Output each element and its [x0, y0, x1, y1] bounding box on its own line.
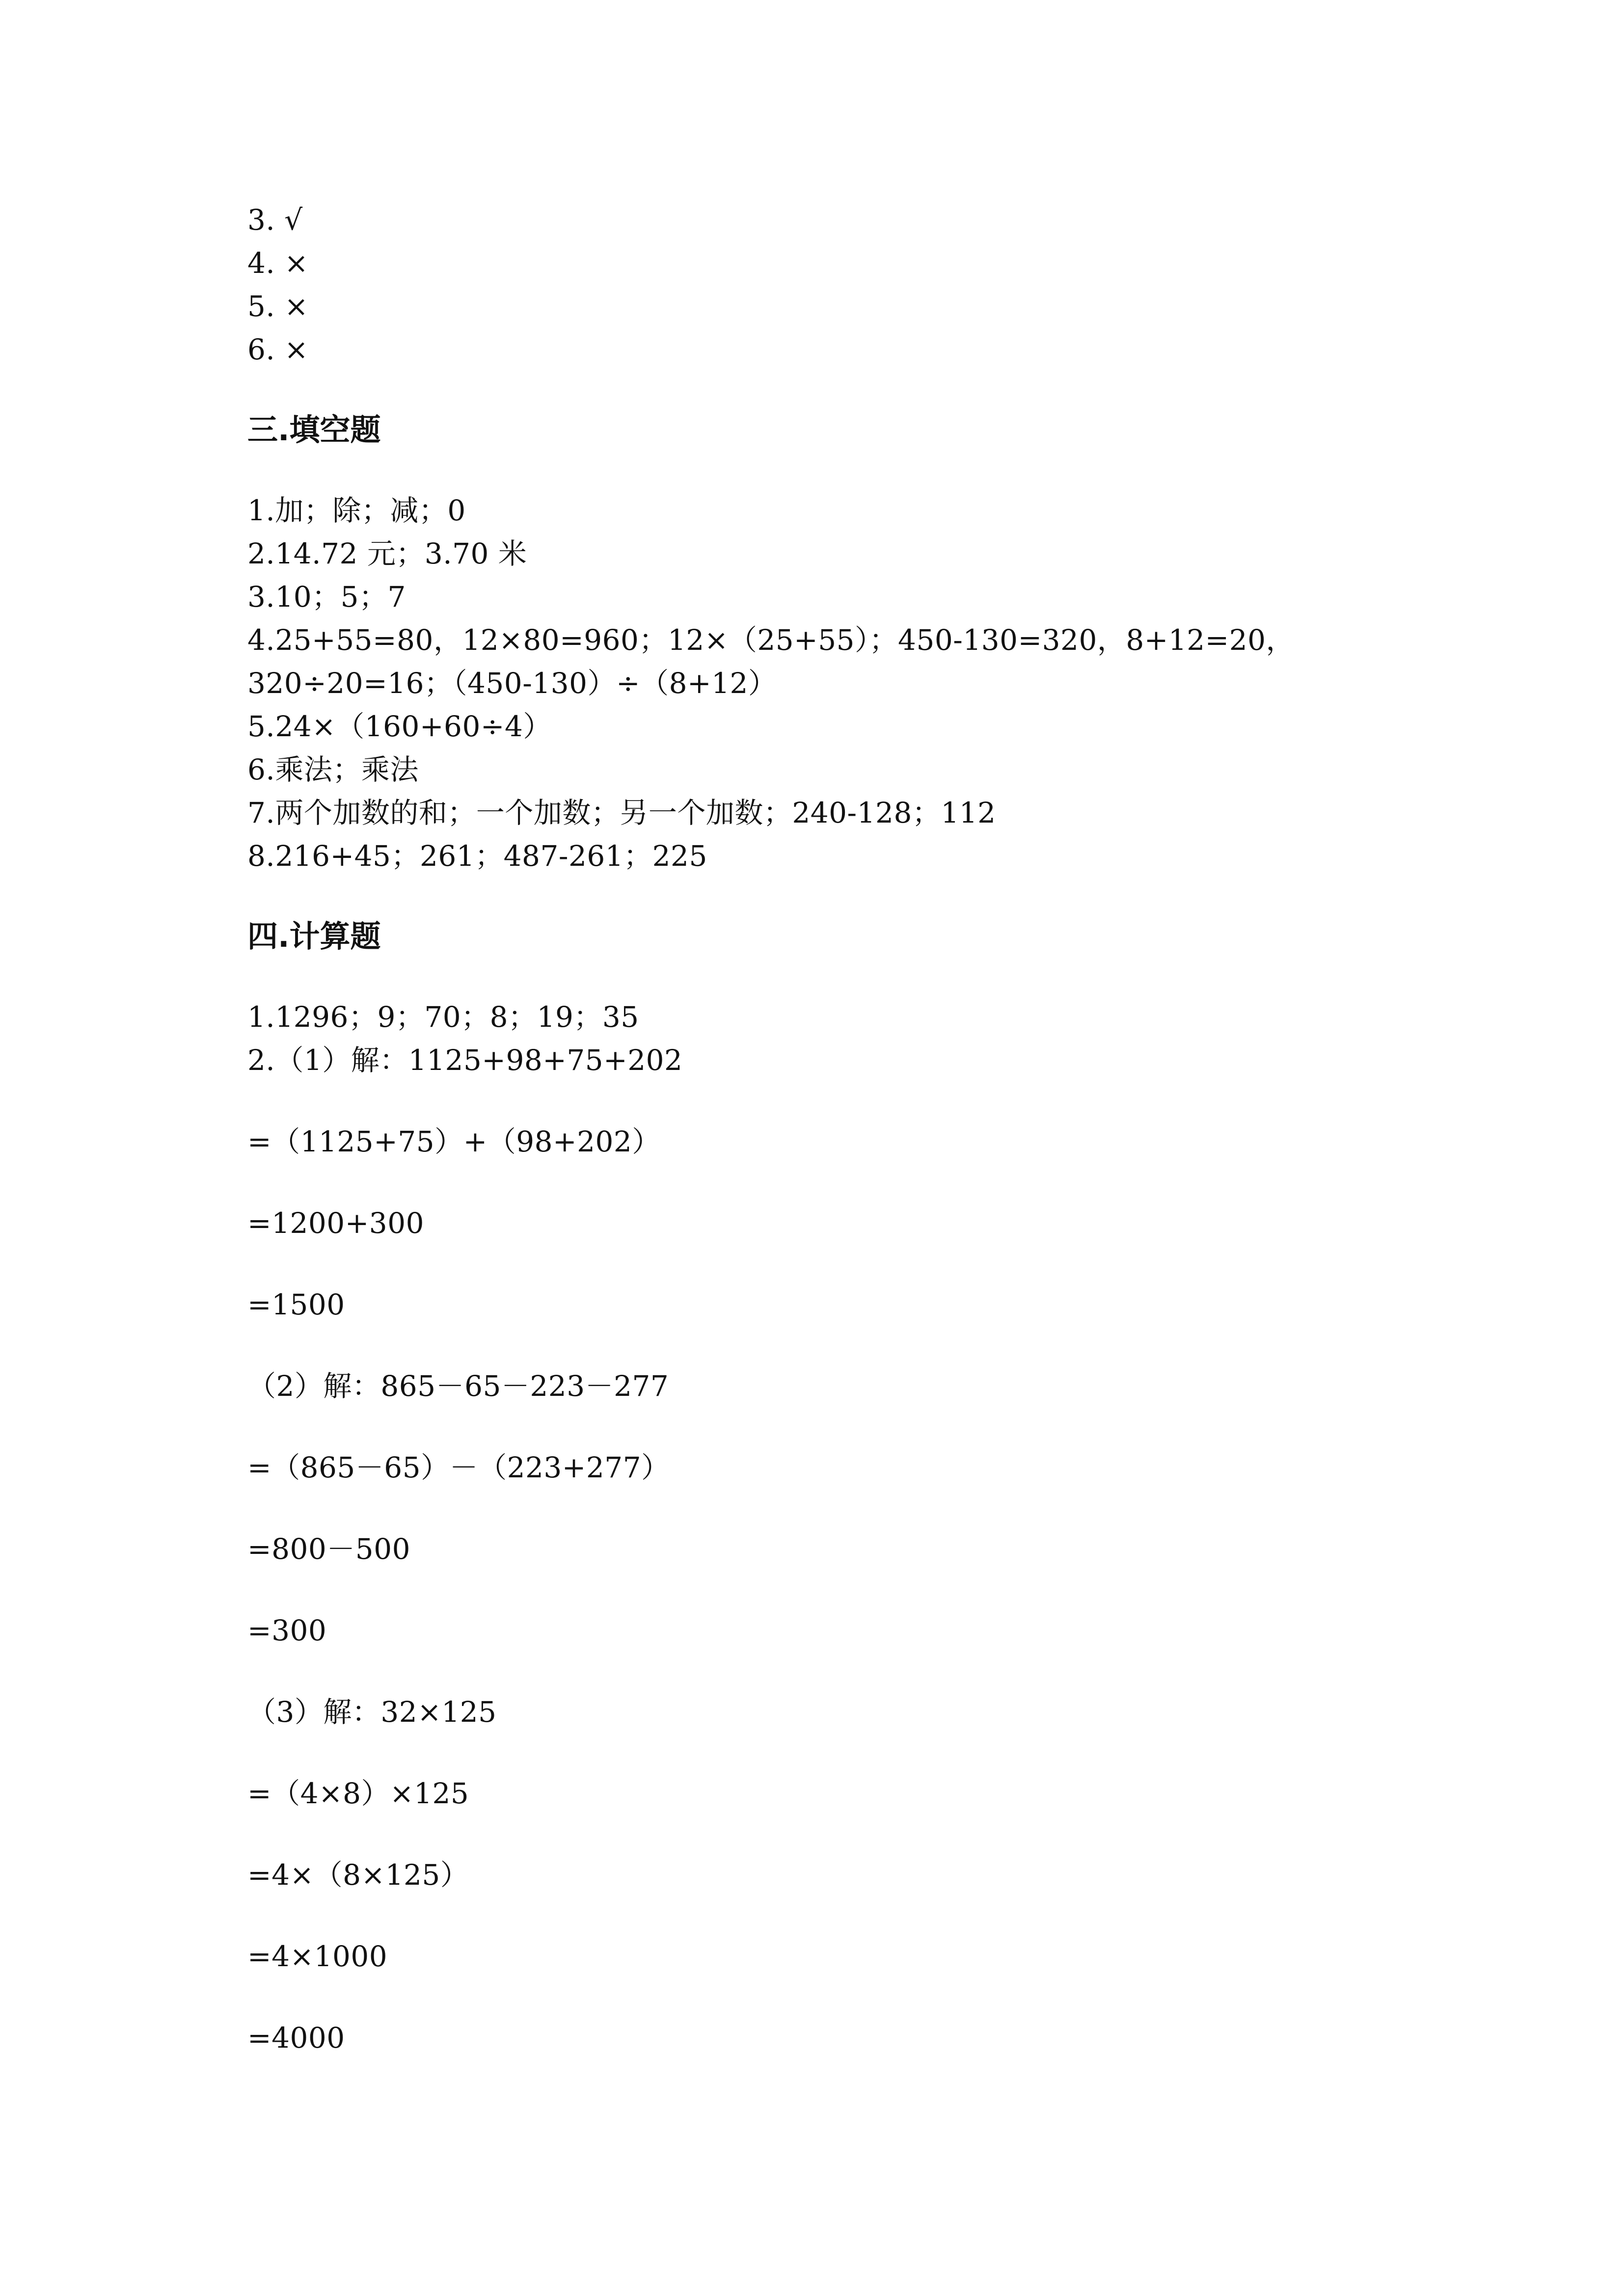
answer-line: 4.25+55=80，12×80=960；12×（25+55）；450-130=320，8+12=20，	[247, 623, 1295, 657]
calc-step: =4×（8×125）	[247, 1858, 469, 1892]
calc-step: =4000	[247, 2021, 345, 2055]
answer-line: 2.14.72 元；3.70 米	[247, 537, 527, 570]
answer-line: 7.两个加数的和；一个加数；另一个加数；240-128；112	[247, 796, 996, 829]
calc-step: =300	[247, 1614, 327, 1647]
section-heading: 三.填空题	[247, 412, 381, 448]
calc-step: =1200+300	[247, 1206, 425, 1240]
answer-line: 4. ×	[247, 246, 309, 280]
answer-line: 5. ×	[247, 290, 309, 323]
answer-line: 2.（1）解：1125+98+75+202	[247, 1043, 683, 1077]
calc-step: =（4×8）×125	[247, 1777, 469, 1810]
calc-step: =1500	[247, 1288, 345, 1321]
answer-line: 6.乘法；乘法	[247, 753, 419, 786]
answer-line: 8.216+45；261；487-261；225	[247, 839, 707, 873]
calc-step: =（1125+75）+（98+202）	[247, 1125, 661, 1158]
answer-line: 320÷20=16；（450-130）÷（8+12）	[247, 667, 777, 700]
answer-line: 6. ×	[247, 333, 309, 366]
answer-line: 3.10；5；7	[247, 580, 406, 614]
answer-line: 1.1296；9；70；8；19；35	[247, 1000, 639, 1034]
calc-step: =（865－65）－（223+277）	[247, 1451, 670, 1484]
calc-step: （3）解：32×125	[247, 1695, 497, 1729]
calc-step: =4×1000	[247, 1940, 388, 1973]
section-heading: 四.计算题	[247, 918, 381, 954]
answer-line: 1.加；除；减；0	[247, 494, 466, 527]
answer-line: 3. √	[247, 203, 303, 237]
calc-step: =800－500	[247, 1532, 411, 1566]
calc-step: （2）解：865－65－223－277	[247, 1369, 669, 1403]
answer-line: 5.24×（160+60÷4）	[247, 710, 552, 743]
